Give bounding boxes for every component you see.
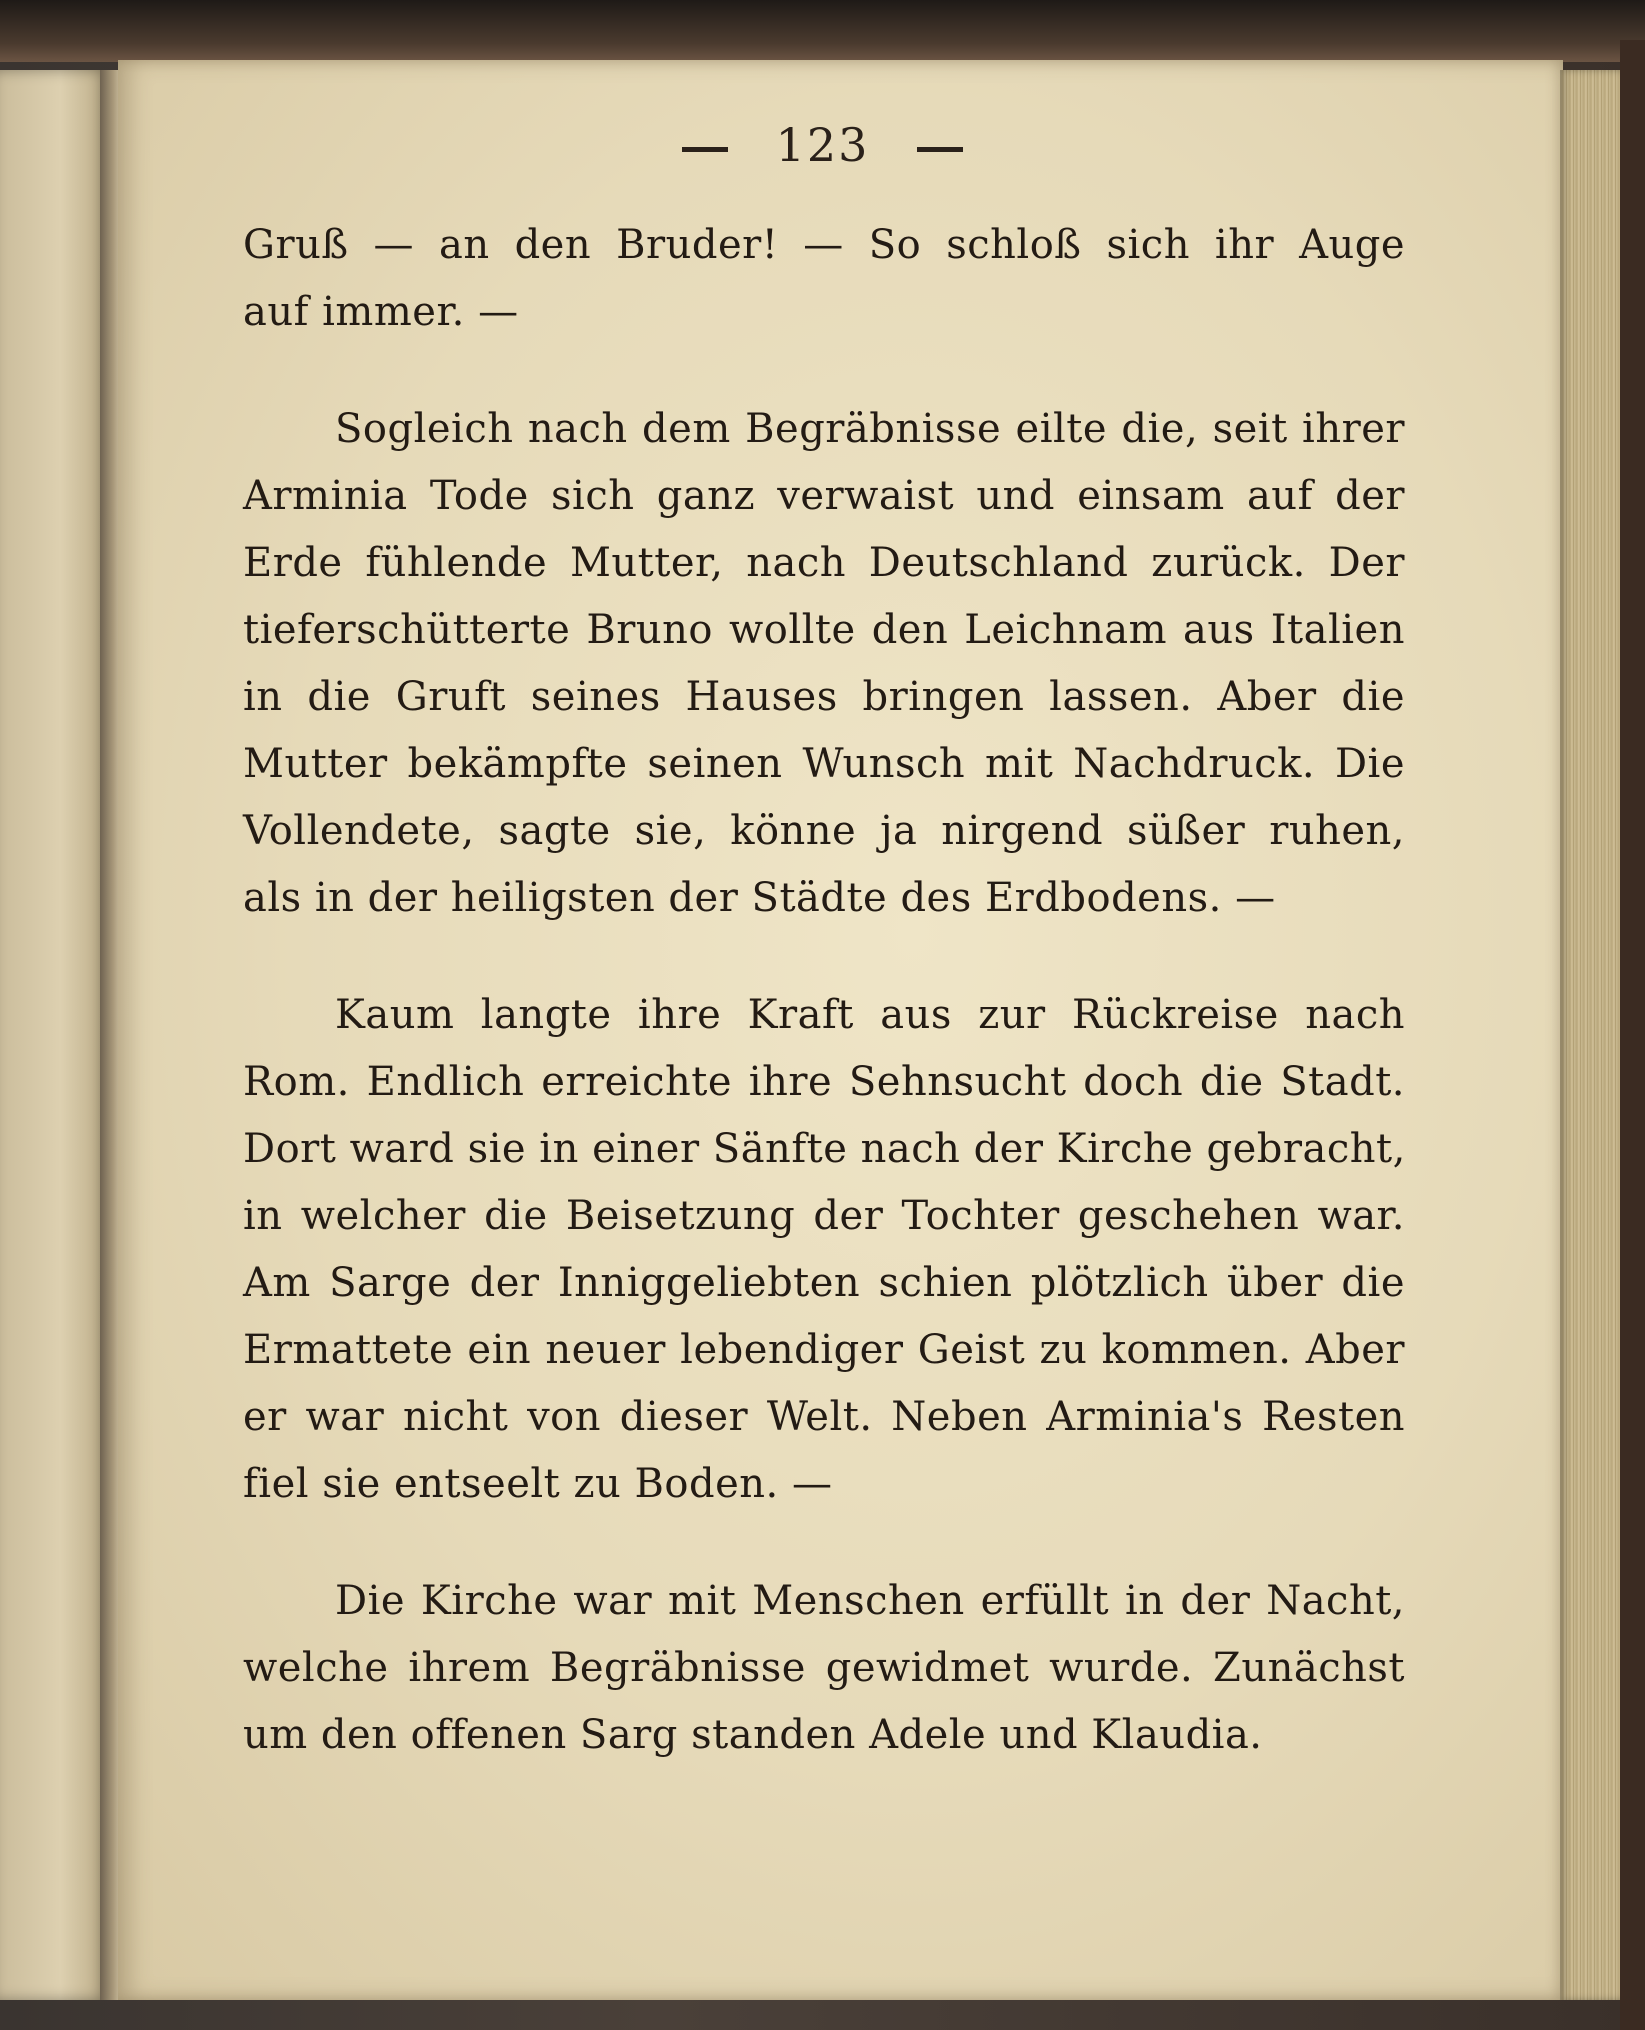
text-line: Sogleich nach dem Begräbnisse eilte die, seit ihrer (335, 406, 1405, 452)
paragraph (243, 982, 1405, 1518)
text-line: Kaum langte ihre Kraft aus zur Rückreise nach (335, 992, 1405, 1038)
text-line: fiel sie entseelt zu Boden. — (243, 1461, 833, 1507)
paragraph-gap (243, 1518, 1405, 1568)
page-header (0, 118, 1645, 172)
paragraph (243, 212, 1405, 346)
paragraph (243, 1568, 1405, 1769)
header-dash-right (917, 147, 963, 152)
text-line: Mutter bekämpfte seinen Wunsch mit Nachdruck. Die (243, 741, 1405, 787)
book-cover-top (0, 0, 1645, 62)
text-line: er war nicht von dieser Welt. Neben Arminia's Resten (243, 1394, 1405, 1440)
text-line: Ermattete ein neuer lebendiger Geist zu kommen. Aber (243, 1327, 1405, 1373)
text-line: Dort ward sie in einer Sänfte nach der Kirche gebracht, (243, 1126, 1406, 1172)
body-text (243, 212, 1405, 1769)
text-line: auf immer. — (243, 289, 519, 335)
text-line: Arminia Tode sich ganz verwaist und einsam auf der (243, 473, 1405, 519)
text-line: Vollendete, sagte sie, könne ja nirgend süßer ruhen, (243, 808, 1405, 854)
text-line: welche ihrem Begräbnisse gewidmet wurde. Zunächst (243, 1645, 1405, 1691)
text-line: als in der heiligsten der Städte des Erdbodens. — (243, 875, 1276, 921)
page-number: 123 (775, 118, 870, 172)
text-line: Am Sarge der Inniggeliebten schien plötzlich über die (243, 1260, 1405, 1306)
left-page-edge (0, 70, 110, 2000)
book-cover-right (1620, 40, 1645, 2030)
paragraph-gap (243, 346, 1405, 396)
text-line: Die Kirche war mit Menschen erfüllt in der Nacht, (335, 1578, 1405, 1624)
text-line: in welcher die Beisetzung der Tochter geschehen war. (243, 1193, 1405, 1239)
text-line: tieferschütterte Bruno wollte den Leichnam aus Italien (243, 607, 1405, 653)
text-line: um den offenen Sarg standen Adele und Klaudia. (243, 1712, 1263, 1758)
text-line: Gruß — an den Bruder! — So schloß sich ihr Auge (243, 222, 1405, 268)
text-line: Erde fühlende Mutter, nach Deutschland zurück. Der (243, 540, 1405, 586)
paragraph (243, 396, 1405, 932)
header-dash-left (682, 147, 728, 152)
paragraph-gap (243, 932, 1405, 982)
text-line: Rom. Endlich erreichte ihre Sehnsucht doch die Stadt. (243, 1059, 1405, 1105)
text-line: in die Gruft seines Hauses bringen lassen. Aber die (243, 674, 1405, 720)
